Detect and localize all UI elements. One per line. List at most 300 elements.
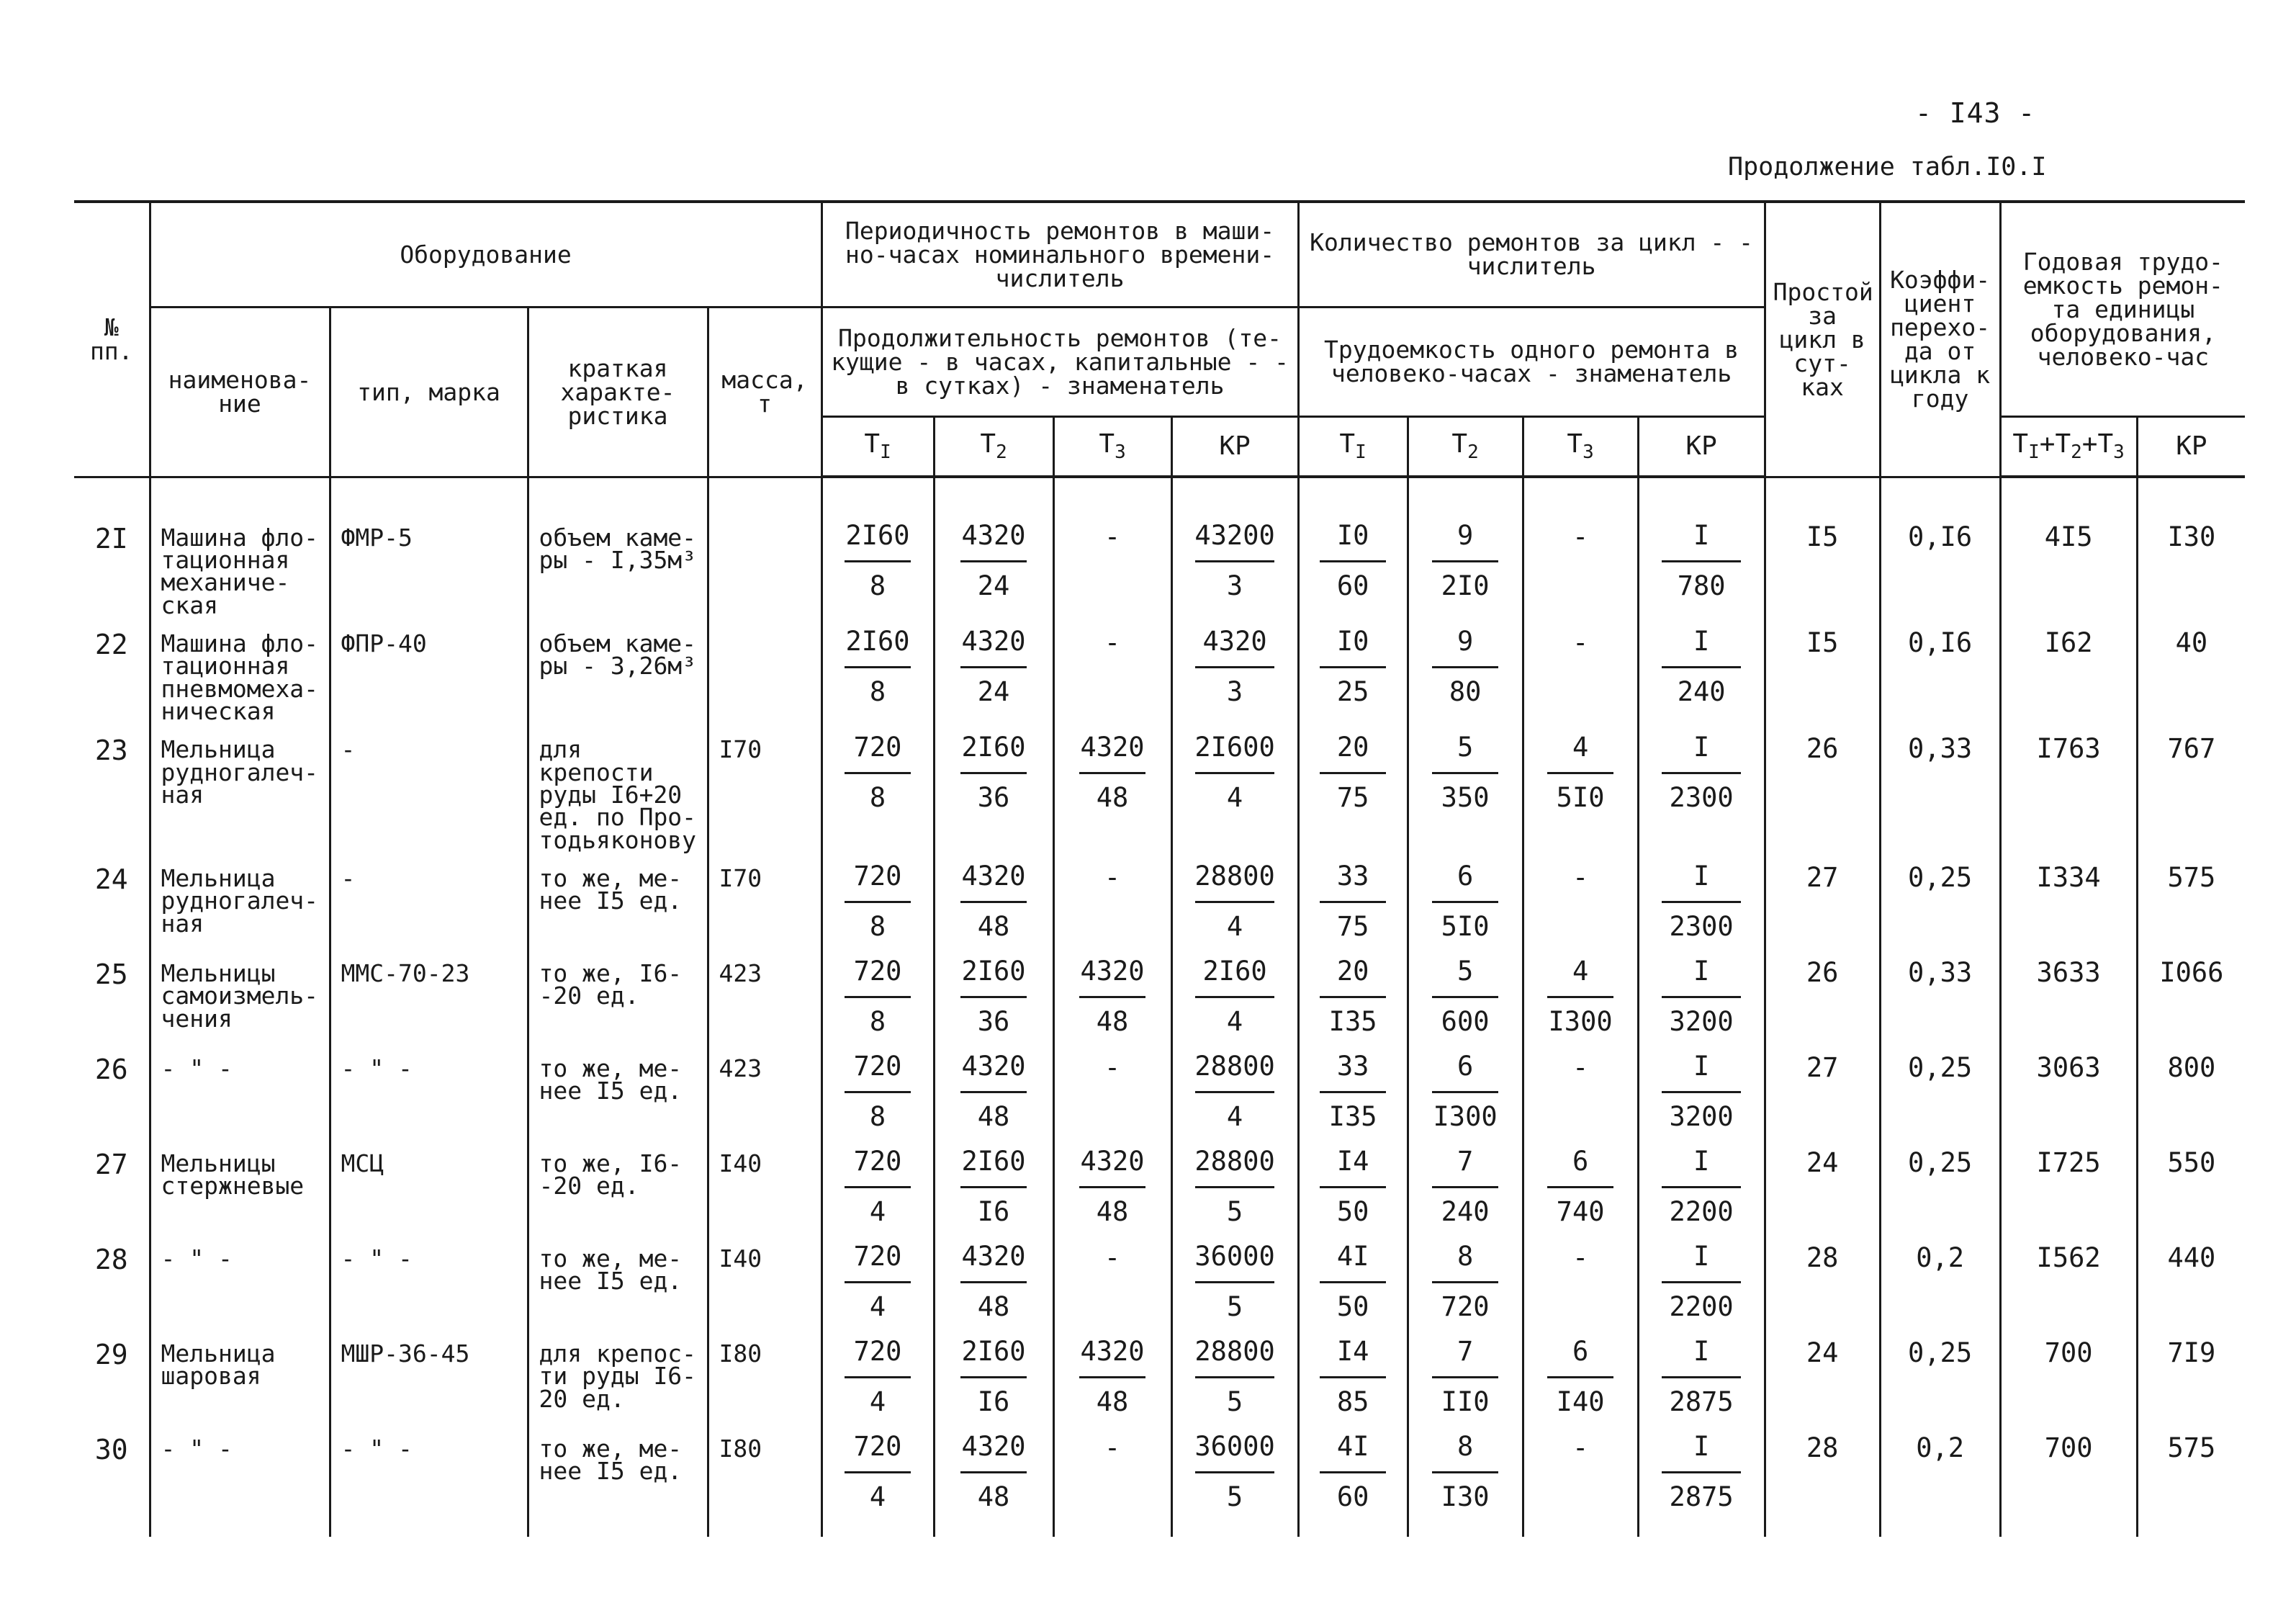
fraction: [935, 851, 1053, 940]
fraction-numerator: 4320: [961, 625, 1026, 657]
fraction: [1300, 722, 1407, 814]
fraction-bar: [1079, 772, 1145, 774]
fraction: [935, 722, 1053, 814]
fraction-bar: [960, 772, 1027, 774]
fraction-bar: [960, 1091, 1027, 1093]
fraction-denominator: 48: [977, 910, 1010, 942]
fraction-bar: [960, 1376, 1027, 1378]
fraction-numerator: 2I60: [845, 520, 910, 551]
fraction-numerator: 6: [1457, 1050, 1474, 1082]
row-number: 24: [94, 863, 128, 895]
annual-kr-value: 440: [2167, 1242, 2216, 1273]
fraction-numerator: I: [1693, 1145, 1710, 1177]
fraction-denominator: 8: [869, 570, 886, 601]
fraction-numerator: I: [1693, 732, 1710, 763]
downtime-value: 28: [1806, 1242, 1839, 1273]
fraction-bar: [1432, 1091, 1498, 1093]
fraction-numerator: 4320: [961, 1430, 1026, 1462]
fraction-numerator: 28800: [1194, 1335, 1275, 1367]
fraction-numerator: I: [1693, 520, 1710, 551]
fraction: [1639, 851, 1764, 940]
fraction-numerator: 2I60: [961, 1335, 1026, 1367]
equipment-type: -: [341, 863, 356, 892]
fraction-numerator: 4320: [1080, 1335, 1145, 1367]
fraction-numerator: 36000: [1194, 1240, 1275, 1272]
fraction-numerator: I4: [1336, 1335, 1369, 1367]
fraction-bar: [1320, 1471, 1386, 1473]
fraction: [1173, 1422, 1297, 1510]
row-number: 29: [94, 1338, 128, 1370]
fraction: [823, 1422, 933, 1510]
fraction: [1055, 946, 1171, 1035]
fraction: [935, 1422, 1053, 1510]
equipment-name: - " -: [161, 1244, 233, 1272]
equipment-mass: 423: [719, 959, 762, 987]
fraction: [1055, 722, 1171, 814]
fraction-numerator: I0: [1336, 625, 1369, 657]
header-mass: масса, т: [708, 307, 821, 477]
header-type: тип, марка: [330, 307, 528, 477]
downtime-value: 26: [1806, 733, 1839, 765]
fraction-numerator: 4: [1572, 955, 1589, 987]
fraction-denominator: 4: [1226, 1005, 1243, 1037]
header-coefficient: Коэффи- циент перехо- да от цикла к году: [1880, 202, 2000, 477]
fraction-denominator: 740: [1556, 1195, 1605, 1227]
fraction-bar: [1662, 1281, 1741, 1283]
coefficient-value: 0,2: [1916, 1242, 1965, 1273]
fraction-denominator: 75: [1336, 782, 1369, 814]
annual-t-sum-value: 3633: [2036, 956, 2101, 988]
fraction-denominator: 240: [1441, 1195, 1490, 1227]
fraction: [1639, 511, 1764, 599]
fraction-denominator: 8: [869, 1100, 886, 1132]
fraction-numerator: I: [1693, 860, 1710, 892]
annual-kr-value: I30: [2167, 521, 2216, 552]
fraction-numerator: I: [1693, 1430, 1710, 1462]
fraction-numerator: 4320: [961, 520, 1026, 551]
equipment-mass: I40: [719, 1149, 762, 1177]
fraction-denominator: 720: [1441, 1290, 1490, 1322]
annual-kr-value: 575: [2167, 861, 2216, 893]
table-row: [74, 616, 2245, 722]
row-number: 26: [94, 1053, 128, 1085]
coefficient-value: 0,I6: [1908, 627, 1973, 658]
fraction-denominator: 8: [869, 910, 886, 942]
annual-t-sum-value: 4I5: [2044, 521, 2093, 552]
fraction-numerator: 7: [1457, 1145, 1474, 1177]
downtime-value: 27: [1806, 1051, 1839, 1083]
fraction-denominator: 240: [1677, 675, 1726, 707]
fraction-denominator: 5: [1226, 1290, 1243, 1322]
row-number: 23: [94, 735, 128, 767]
header-t2-count: $T_2$: [1408, 416, 1523, 477]
fraction-denominator: 48: [977, 1100, 1010, 1132]
fraction-bar: [1195, 901, 1274, 903]
fraction-denominator: 2300: [1669, 782, 1734, 814]
fraction-bar: [1320, 1091, 1386, 1093]
fraction-denominator: 8: [869, 1005, 886, 1037]
fraction-denominator: 2I0: [1441, 570, 1490, 601]
fraction-bar: [845, 560, 911, 562]
equipment-type: -: [341, 735, 356, 764]
equipment-name: - " -: [161, 1054, 233, 1082]
annual-t-sum-value: 700: [2044, 1432, 2093, 1463]
fraction-bar: [1320, 560, 1386, 562]
fraction-denominator: I6: [977, 1386, 1010, 1417]
coefficient-value: 0,2: [1916, 1432, 1965, 1463]
fraction: [1300, 946, 1407, 1035]
equipment-type: ММС-70-23: [341, 959, 470, 987]
fraction-denominator: I6: [977, 1195, 1010, 1227]
fraction: [1300, 851, 1407, 940]
downtime-value: 26: [1806, 956, 1839, 988]
equipment-name: Мельница рудногалеч- ная: [161, 863, 319, 938]
fraction: [1300, 1136, 1407, 1225]
fraction-bar: [845, 772, 911, 774]
annual-kr-value: 767: [2167, 733, 2216, 765]
fraction: [935, 1231, 1053, 1320]
fraction-numerator: 5: [1457, 955, 1474, 987]
fraction-denominator: 5: [1226, 1481, 1243, 1512]
fraction: [1300, 1422, 1407, 1510]
header-annual-labor: Годовая трудо- емкость ремон- та единицы оборудования, человеко-час: [2000, 202, 2245, 416]
fraction-numerator: 4320: [961, 860, 1026, 892]
equipment-mass: I80: [719, 1339, 762, 1368]
fraction-numerator: 6: [1572, 1335, 1589, 1367]
coefficient-value: 0,25: [1908, 1337, 1973, 1368]
fraction: [823, 511, 933, 599]
downtime-value: I5: [1806, 521, 1839, 552]
fraction-numerator: 720: [853, 732, 902, 763]
fraction-denominator: 4: [869, 1386, 886, 1417]
equipment-characteristic: то же, ме- нее I5 ед.: [539, 863, 683, 915]
fraction-denominator: 2300: [1669, 910, 1734, 942]
annual-t-sum-value: I725: [2036, 1146, 2101, 1178]
fraction-numerator: 6: [1572, 1145, 1589, 1177]
fraction-numerator: 28800: [1194, 1145, 1275, 1177]
coefficient-value: 0,33: [1908, 956, 1973, 988]
coefficient-value: 0,25: [1908, 1146, 1973, 1178]
fraction-denominator: 36: [977, 782, 1010, 814]
fraction: [1300, 1041, 1407, 1130]
equipment-characteristic: для крепости руды I6+20 ед. по Про- тодьяконову: [539, 735, 697, 854]
fraction-bar: [1079, 996, 1145, 998]
fraction-bar: [1662, 772, 1741, 774]
fraction-numerator: 720: [853, 1430, 902, 1462]
equipment-name: Мельница шаровая: [161, 1339, 276, 1391]
equipment-characteristic: то же, ме- нее I5 ед.: [539, 1434, 683, 1486]
fraction-denominator: 48: [1096, 1386, 1129, 1417]
header-t3-count: $T_3$: [1523, 416, 1638, 477]
coefficient-value: 0,25: [1908, 861, 1973, 893]
fraction-denominator: 4: [869, 1195, 886, 1227]
fraction-numerator: I: [1693, 1240, 1710, 1272]
fraction-numerator: 33: [1336, 1050, 1369, 1082]
fraction-denominator: 3200: [1669, 1100, 1734, 1132]
header-name: наименова- ние: [150, 307, 330, 477]
fraction-bar: [1432, 1186, 1498, 1188]
fraction: [935, 1136, 1053, 1225]
fraction: [823, 851, 933, 940]
fraction-bar: [960, 996, 1027, 998]
fraction: [935, 511, 1053, 599]
fraction-bar: [1662, 1471, 1741, 1473]
table-row: [74, 722, 2245, 851]
fraction-denominator: 2875: [1669, 1386, 1734, 1417]
fraction-bar: [1432, 901, 1498, 903]
dash: -: [1572, 1242, 1589, 1273]
fraction-bar: [1195, 1186, 1274, 1188]
fraction-numerator: 43200: [1194, 520, 1275, 551]
fraction: [1524, 1327, 1637, 1415]
fraction-bar: [960, 666, 1027, 668]
fraction-numerator: 20: [1336, 732, 1369, 763]
row-number: 22: [94, 628, 128, 660]
fraction-bar: [1432, 996, 1498, 998]
fraction: [1639, 1136, 1764, 1225]
fraction-bar: [1662, 996, 1741, 998]
equipment-name: - " -: [161, 1434, 233, 1463]
header-characteristic: краткая характе- ристика: [528, 307, 708, 477]
fraction-bar: [1432, 1471, 1498, 1473]
downtime-value: 24: [1806, 1146, 1839, 1178]
fraction-bar: [1547, 1376, 1613, 1378]
equipment-name: Мельницы самоизмель- чения: [161, 959, 319, 1033]
fraction-numerator: 4I: [1336, 1240, 1369, 1272]
annual-t-sum-value: 3063: [2036, 1051, 2101, 1083]
coefficient-value: 0,I6: [1908, 521, 1973, 552]
fraction-numerator: I: [1693, 955, 1710, 987]
fraction-denominator: 4: [1226, 1100, 1243, 1132]
fraction: [1409, 722, 1522, 814]
fraction-numerator: 5: [1457, 732, 1474, 763]
fraction: [1639, 946, 1764, 1035]
dash: -: [1572, 521, 1589, 552]
equipment-mass: I70: [719, 863, 762, 892]
annual-t-sum-value: I62: [2044, 627, 2093, 658]
fraction-numerator: 4320: [1080, 732, 1145, 763]
header-labor: Трудоемкость одного ремонта в человеко-часах - знаменатель: [1298, 307, 1765, 416]
fraction: [1173, 1041, 1297, 1130]
header-kr-annual: КР: [2137, 416, 2245, 477]
fraction-bar: [845, 1281, 911, 1283]
fraction-bar: [1195, 772, 1274, 774]
header-t-sum: $T_I+T_2+T_3$: [2000, 416, 2137, 477]
fraction-bar: [960, 1471, 1027, 1473]
fraction: [823, 616, 933, 705]
fraction-denominator: 50: [1336, 1195, 1369, 1227]
fraction: [1409, 1231, 1522, 1320]
fraction-denominator: 75: [1336, 910, 1369, 942]
fraction-bar: [1662, 1376, 1741, 1378]
fraction-bar: [1432, 1281, 1498, 1283]
fraction: [1055, 1136, 1171, 1225]
equipment-characteristic: для крепос- ти руды I6-20 ед.: [539, 1339, 697, 1413]
fraction-bar: [1432, 560, 1498, 562]
equipment-mass: [709, 511, 821, 526]
fraction-bar: [1547, 772, 1613, 774]
equipment-type: МШР-36-45: [341, 1339, 470, 1368]
fraction-bar: [1195, 1281, 1274, 1283]
fraction-denominator: 5I0: [1556, 782, 1605, 814]
fraction-numerator: 28800: [1194, 860, 1275, 892]
fraction-bar: [1547, 1186, 1613, 1188]
table-row: [74, 477, 2245, 616]
fraction: [1639, 1327, 1764, 1415]
fraction: [1173, 1136, 1297, 1225]
table-row: [74, 1231, 2245, 1327]
fraction-denominator: 50: [1336, 1290, 1369, 1322]
equipment-mass: 423: [719, 1054, 762, 1082]
fraction-numerator: 4: [1572, 732, 1589, 763]
table-row: [74, 1422, 2245, 1537]
annual-t-sum-value: 700: [2044, 1337, 2093, 1368]
fraction-bar: [845, 1471, 911, 1473]
annual-kr-value: 550: [2167, 1146, 2216, 1178]
downtime-value: I5: [1806, 627, 1839, 658]
annual-kr-value: I066: [2159, 956, 2224, 988]
fraction-bar: [1662, 1186, 1741, 1188]
fraction-numerator: 20: [1336, 955, 1369, 987]
annual-t-sum-value: I562: [2036, 1242, 2101, 1273]
fraction-bar: [1662, 560, 1741, 562]
fraction-bar: [1662, 666, 1741, 668]
fraction-bar: [1195, 666, 1274, 668]
equipment-type: ФПР-40: [341, 629, 427, 657]
annual-kr-value: 575: [2167, 1432, 2216, 1463]
fraction-numerator: 4320: [961, 1240, 1026, 1272]
fraction-numerator: 720: [853, 1335, 902, 1367]
repair-schedule-table: [74, 200, 2245, 1537]
fraction-denominator: 24: [977, 570, 1010, 601]
fraction: [1639, 1422, 1764, 1510]
fraction-bar: [845, 666, 911, 668]
equipment-type: - " -: [341, 1434, 413, 1463]
fraction-denominator: 48: [977, 1290, 1010, 1322]
fraction-bar: [960, 1281, 1027, 1283]
fraction: [1409, 1136, 1522, 1225]
downtime-value: 27: [1806, 861, 1839, 893]
fraction-denominator: 4: [1226, 910, 1243, 942]
table-row: [74, 946, 2245, 1041]
equipment-characteristic: объем каме- ры - 3,26м³: [539, 629, 697, 681]
fraction-numerator: 2I60: [961, 1145, 1026, 1177]
header-duration: Продолжительность ремонтов (те- кущие - в часах, капитальные - - в сутках) - знаменатель: [821, 307, 1298, 416]
fraction: [935, 1327, 1053, 1415]
row-number: 28: [94, 1243, 128, 1275]
fraction-denominator: 60: [1336, 1481, 1369, 1512]
header-downtime: Простой за цикл в сут- ках: [1765, 202, 1880, 477]
fraction: [1409, 616, 1522, 705]
fraction-bar: [1320, 772, 1386, 774]
equipment-characteristic: то же, I6- -20 ед.: [539, 1149, 683, 1200]
fraction: [823, 946, 933, 1035]
row-number: 25: [94, 958, 128, 990]
fraction-numerator: 8: [1457, 1430, 1474, 1462]
fraction-bar: [1432, 666, 1498, 668]
fraction-bar: [1195, 1376, 1274, 1378]
fraction: [1524, 1136, 1637, 1225]
fraction: [1639, 616, 1764, 705]
fraction: [1409, 511, 1522, 599]
fraction-bar: [1662, 1091, 1741, 1093]
coefficient-value: 0,33: [1908, 733, 1973, 765]
fraction: [1300, 1327, 1407, 1415]
fraction-denominator: 4: [869, 1481, 886, 1512]
dash: -: [1572, 861, 1589, 893]
fraction-numerator: 2I60: [845, 625, 910, 657]
fraction-denominator: 85: [1336, 1386, 1369, 1417]
fraction-numerator: 9: [1457, 520, 1474, 551]
fraction: [823, 1231, 933, 1320]
equipment-mass: [709, 616, 821, 632]
header-equipment: Оборудование: [150, 202, 821, 307]
fraction-bar: [1432, 1376, 1498, 1378]
equipment-characteristic: то же, I6- -20 ед.: [539, 959, 683, 1010]
header-t1-periodicity: $T_I$: [821, 416, 934, 477]
fraction-numerator: 2I60: [961, 732, 1026, 763]
fraction-denominator: 48: [1096, 1195, 1129, 1227]
table-row: [74, 851, 2245, 946]
equipment-characteristic: объем каме- ры - I,35м³: [539, 523, 697, 574]
fraction-numerator: 2I60: [961, 955, 1026, 987]
dash: -: [1104, 1051, 1121, 1083]
fraction-denominator: 48: [1096, 1005, 1129, 1037]
fraction: [1300, 616, 1407, 705]
table-row: [74, 1041, 2245, 1136]
page-number: - I43 -: [1915, 97, 2036, 129]
fraction-bar: [960, 560, 1027, 562]
fraction-bar: [1432, 772, 1498, 774]
fraction-numerator: 720: [853, 860, 902, 892]
equipment-mass: I40: [719, 1244, 762, 1272]
fraction: [1173, 1327, 1297, 1415]
fraction-bar: [1320, 1281, 1386, 1283]
fraction-numerator: 8: [1457, 1240, 1474, 1272]
header-t1-count: $T_I$: [1298, 416, 1408, 477]
table-row: [74, 1136, 2245, 1231]
fraction-bar: [845, 1376, 911, 1378]
downtime-value: 24: [1806, 1337, 1839, 1368]
fraction-numerator: 720: [853, 955, 902, 987]
fraction-numerator: 2I60: [1202, 955, 1267, 987]
dash: -: [1104, 861, 1121, 893]
equipment-name: Машина фло- тационная пневмомеха- ническая: [161, 629, 319, 725]
fraction-denominator: 8: [869, 675, 886, 707]
fraction-bar: [1195, 560, 1274, 562]
equipment-type: МСЦ: [341, 1149, 384, 1177]
fraction-denominator: 36: [977, 1005, 1010, 1037]
dash: -: [1104, 1242, 1121, 1273]
equipment-type: - " -: [341, 1244, 413, 1272]
equipment-name: Мельница рудногалеч- ная: [161, 735, 319, 809]
equipment-name: Машина фло- тационная механиче- ская: [161, 523, 319, 619]
dash: -: [1572, 1051, 1589, 1083]
annual-t-sum-value: I334: [2036, 861, 2101, 893]
fraction: [1173, 1231, 1297, 1320]
fraction-denominator: I40: [1556, 1386, 1605, 1417]
fraction-numerator: 720: [853, 1050, 902, 1082]
row-number: 27: [94, 1148, 128, 1180]
dash: -: [1572, 627, 1589, 658]
row-number: 2I: [94, 522, 128, 555]
fraction-bar: [1320, 666, 1386, 668]
fraction-numerator: 36000: [1194, 1430, 1275, 1462]
fraction-bar: [1320, 901, 1386, 903]
row-number: 30: [94, 1433, 128, 1465]
fraction: [1409, 1327, 1522, 1415]
fraction-numerator: 9: [1457, 625, 1474, 657]
